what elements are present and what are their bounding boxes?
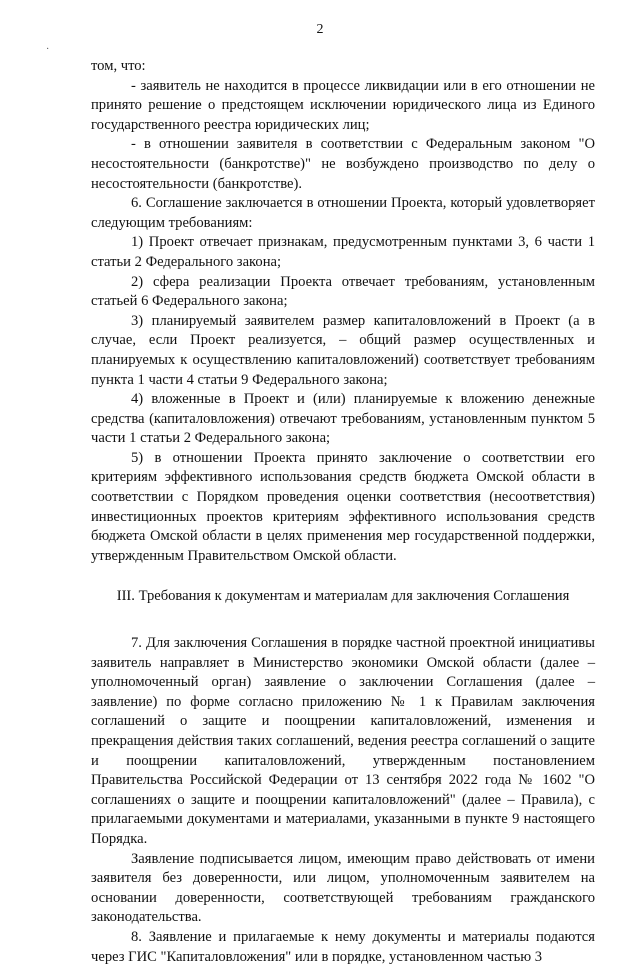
paragraph: - в отношении заявителя в соответствии с Федеральным законом "О несостоятельности (банкротстве)" не возбуждено производство по делу о несостоятельности (банкротстве). — [91, 136, 595, 192]
paragraphs-after-section — [91, 634, 595, 967]
document-body — [91, 57, 595, 967]
paragraphs-before-section — [91, 57, 595, 566]
paragraph: - заявитель не находится в процессе ликвидации или в его отношении не принято решение о предстоящем исключении юридического лица из Единого государственного реестра юридических лиц; — [91, 77, 595, 133]
paragraph: 8. Заявление и прилагаемые к нему документы и материалы подаются через ГИС "Капиталовложения" или в порядке, установленном частью 3 — [91, 928, 595, 965]
margin-mark: · — [46, 44, 50, 55]
paragraph: 4) вложенные в Проект и (или) планируемые к вложению денежные средства (капиталовложения) отвечают требованиям, установленным пунктом 5 части 1 статьи 2 Федерального закона; — [91, 391, 595, 447]
paragraph: 2) сфера реализации Проекта отвечает требованиям, установленным статьей 6 Федерального закона; — [91, 273, 595, 310]
page-number: 2 — [316, 22, 324, 37]
paragraph: Заявление подписывается лицом, имеющим право действовать от имени заявителя без доверенности, или лицом, уполномоченным заявителем на основании доверенности, соответствующей требованиям гражданского законодательства. — [91, 850, 595, 926]
paragraph: 5) в отношении Проекта принято заключение о соответствии его критериям эффективного использования средств бюджета Омской области в соответствии с Порядком проведения оценки соответствия (несоответствия) инвестиционных проектов критериям эффективного использования средств бюджета Омской области в целях применения мер государственной поддержки, утвержденным Правительством Омской области. — [91, 449, 595, 564]
paragraph: 6. Соглашение заключается в отношении Проекта, который удовлетворяет следующим требованиям: — [91, 195, 595, 231]
paragraph: том, что: — [91, 58, 146, 74]
paragraph: 1) Проект отвечает признакам, предусмотренным пунктами 3, 6 части 1 статьи 2 Федерального закона; — [91, 234, 595, 270]
paragraph: 7. Для заключения Соглашения в порядке частной проектной инициативы заявитель направляет в Министерство экономики Омской области (далее – уполномоченный орган) заявление о заключении Соглашения (далее – заявление) по форме согласно приложению № 1 к Правилам заключения соглашений о защите и поощрении капиталовложений, изменения и прекращения действия таких соглашений, ведения реестра соглашений о защите и поощрении капиталовложений, утвержденным постановлением Правительства Российской Федерации от 13 сентября 2022 года № 1602 "О соглашениях о защите и поощрении капиталовложений" (далее – Правила), с прилагаемыми документами и материалами, указанными в пункте 9 настоящего Порядка. — [91, 635, 595, 847]
section-heading: III. Требования к документам и материалам для заключения Соглашения — [116, 588, 570, 605]
paragraph: 3) планируемый заявителем размер капиталовложений в Проект (а в случае, если Проект реализуется, – общий размер осуществленных и планируемых к осуществлению капиталовложений) соответствует требованиям пункта 1 части 4 статьи 9 Федерального закона; — [91, 312, 595, 388]
